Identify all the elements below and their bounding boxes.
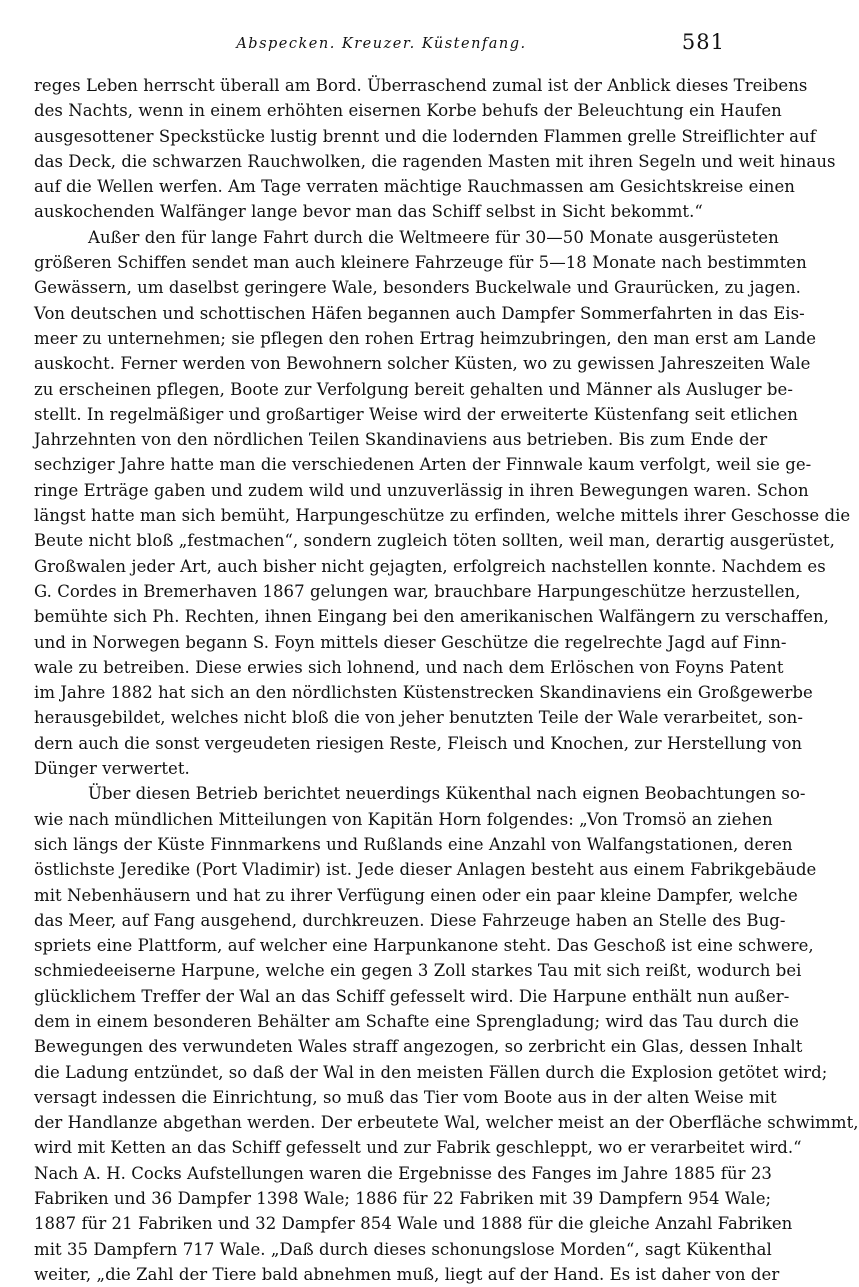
paragraph bbox=[34, 225, 851, 782]
text-line: Fabriken und 36 Dampfer 1398 Wale; 1886 für 22 Fabriken mit 39 Dampfern 954 Wale; bbox=[34, 1189, 772, 1209]
text-line: der Handlanze abgethan werden. Der erbeutete Wal, welcher meist an der Oberfläche schwimmt, bbox=[34, 1113, 859, 1133]
page-number: 581 bbox=[681, 30, 725, 54]
text-line: mit 35 Dampfern 717 Wale. „Daß durch dieses schonungslose Morden“, sagt Kükenthal bbox=[34, 1239, 772, 1259]
text-line: die Ladung entzündet, so daß der Wal in den meisten Fällen durch die Explosion getötet wird; bbox=[34, 1062, 828, 1082]
page-header bbox=[0, 28, 763, 64]
text-line: bemühte sich Ph. Rechten, ihnen Eingang bei den amerikanischen Walfängern zu verschaffen, bbox=[34, 607, 829, 627]
text-line: reges Leben herrscht überall am Bord. Überraschend zumal ist der Anblick dieses Treibens bbox=[34, 76, 808, 95]
text-line: auskochenden Walfänger lange bevor man das Schiff selbst in Sicht bekommt.“ bbox=[34, 202, 703, 222]
text-line: wird mit Ketten an das Schiff gefesselt und zur Fabrik geschleppt, wo er verarbeitet wird.“ bbox=[34, 1138, 802, 1158]
text-line: Großwalen jeder Art, auch bisher nicht gejagten, erfolgreich nachstellen konnte. Nachdem es bbox=[34, 556, 826, 576]
text-line: Beute nicht bloß „festmachen“, sondern zugleich töten sollten, weil man, derartig ausgerüstet, bbox=[34, 531, 835, 551]
text-line: dern auch die sonst vergeudeten riesigen Reste, Fleisch und Knochen, zur Herstellung von bbox=[34, 733, 803, 753]
text-line: im Jahre 1882 hat sich an den nördlichsten Küstenstrecken Skandinaviens ein Großgewerbe bbox=[34, 683, 813, 703]
text-line: Gewässern, um daselbst geringere Wale, besonders Buckelwale und Graurücken, zu jagen. bbox=[34, 278, 801, 298]
text-line: östlichste Jeredike (Port Vladimir) ist. Jede dieser Anlagen besteht aus einem Fabrikgebäude bbox=[34, 860, 817, 880]
text-line: das Meer, auf Fang ausgehend, durchkreuzen. Diese Fahrzeuge haben an Stelle des Bug- bbox=[34, 910, 786, 930]
text-line: stellt. In regelmäßiger und großartiger Weise wird der erweiterte Küstenfang seit etlichen bbox=[34, 404, 798, 424]
text-line: des Nachts, wenn in einem erhöhten eisernen Korbe behufs der Beleuchtung ein Haufen bbox=[34, 101, 782, 121]
text-line: wale zu betreiben. Diese erwies sich lohnend, und nach dem Erlöschen von Foyns Patent bbox=[34, 657, 784, 677]
text-line: das Deck, die schwarzen Rauchwolken, die ragenden Masten mit ihren Segeln und weit hinaus bbox=[34, 151, 836, 171]
text-line: sich längs der Küste Finnmarkens und Rußlands eine Anzahl von Walfangstationen, deren bbox=[34, 834, 793, 854]
text-line: ausgesottener Speckstücke lustig brennt und die lodernden Flammen grelle Streiflichter auf bbox=[34, 126, 816, 146]
running-head: Abspecken. Kreuzer. Küstenfang. bbox=[236, 36, 527, 52]
text-line: 1887 für 21 Fabriken und 32 Dampfer 854 Wale und 1888 für die gleiche Anzahl Fabriken bbox=[34, 1214, 793, 1234]
text-line: größeren Schiffen sendet man auch kleinere Fahrzeuge für 5—18 Monate nach bestimmten bbox=[34, 253, 807, 273]
paragraph bbox=[34, 781, 859, 1287]
paragraph bbox=[34, 73, 836, 225]
text-line: weiter, „die Zahl der Tiere bald abnehmen muß, liegt auf der Hand. Es ist daher von der bbox=[34, 1264, 780, 1284]
text-line: dem in einem besonderen Behälter am Schafte eine Sprengladung; wird das Tau durch die bbox=[34, 1011, 799, 1031]
text-line: ringe Erträge gaben und zudem wild und unzuverlässig in ihren Bewegungen waren. Schon bbox=[34, 480, 809, 500]
text-line: schmiedeeiserne Harpune, welche ein gegen 3 Zoll starkes Tau mit sich reißt, wodurch bei bbox=[34, 961, 802, 981]
text-line: Nach A. H. Cocks Aufstellungen waren die Ergebnisse des Fanges im Jahre 1885 für 23 bbox=[34, 1163, 772, 1183]
text-line: Über diesen Betrieb berichtet neuerdings Kükenthal nach eignen Beobachtungen so- bbox=[88, 784, 806, 804]
text-line: G. Cordes in Bremerhaven 1867 gelungen war, brauchbare Harpungeschütze herzustellen, bbox=[34, 581, 801, 601]
text-line: und in Norwegen begann S. Foyn mittels dieser Geschütze die regelrechte Jagd auf Finn- bbox=[34, 632, 787, 652]
body-text bbox=[34, 73, 859, 1287]
text-line: auskocht. Ferner werden von Bewohnern solcher Küsten, wo zu gewissen Jahreszeiten Wale bbox=[34, 354, 811, 374]
text-line: mit Nebenhäusern und hat zu ihrer Verfügung einen oder ein paar kleine Dampfer, welche bbox=[34, 885, 798, 905]
text-line: wie nach mündlichen Mitteilungen von Kapitän Horn folgendes: „Von Tromsö an ziehen bbox=[34, 809, 773, 829]
text-line: Von deutschen und schottischen Häfen begannen auch Dampfer Sommerfahrten in das Eis- bbox=[34, 303, 805, 323]
text-line: Jahrzehnten von den nördlichen Teilen Skandinaviens aus betrieben. Bis zum Ende der bbox=[34, 430, 768, 450]
text-line: Bewegungen des verwundeten Wales straff angezogen, so zerbricht ein Glas, dessen Inhalt bbox=[34, 1037, 803, 1057]
text-line: Außer den für lange Fahrt durch die Weltmeere für 30—50 Monate ausgerüsteten bbox=[88, 227, 779, 247]
text-line: meer zu unternehmen; sie pflegen den rohen Ertrag heimzubringen, den man erst am Lande bbox=[34, 328, 817, 348]
text-line: auf die Wellen werfen. Am Tage verraten mächtige Rauchmassen am Gesichtskreise einen bbox=[34, 177, 795, 197]
text-line: glücklichem Treffer der Wal an das Schiff gefesselt wird. Die Harpune enthält nun außer- bbox=[34, 986, 790, 1006]
text-line: sechziger Jahre hatte man die verschiedenen Arten der Finnwale kaum verfolgt, weil sie ge- bbox=[34, 455, 812, 475]
text-line: Dünger verwertet. bbox=[34, 759, 190, 779]
text-line: herausgebildet, welches nicht bloß die von jeher benutzten Teile der Wale verarbeitet, son- bbox=[34, 708, 803, 728]
text-line: längst hatte man sich bemüht, Harpungeschütze zu erfinden, welche mittels ihrer Geschosse die bbox=[34, 506, 851, 526]
text-line: zu erscheinen pflegen, Boote zur Verfolgung bereit gehalten und Männer als Ausluger be- bbox=[34, 379, 793, 399]
text-line: spriets eine Plattform, auf welcher eine Harpunkanone steht. Das Geschoß ist eine schwere, bbox=[34, 936, 814, 956]
text-line: versagt indessen die Einrichtung, so muß das Tier vom Boote aus in der alten Weise mit bbox=[34, 1087, 777, 1107]
